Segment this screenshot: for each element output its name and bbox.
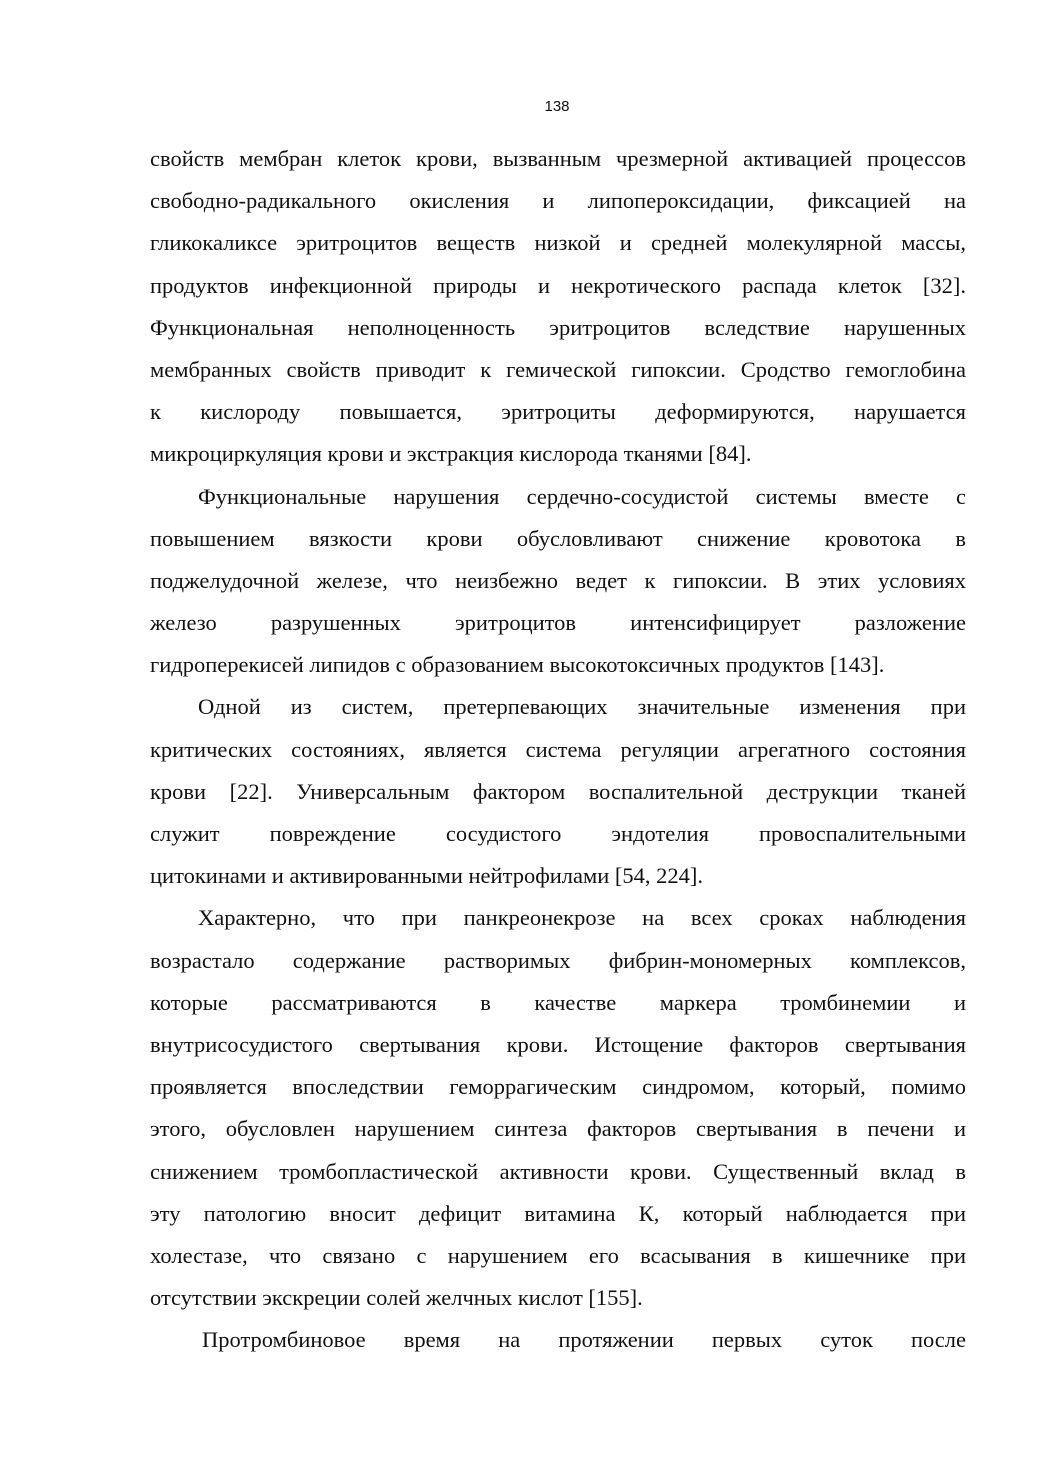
paragraph-start-line: Функциональные нарушения сердечно-сосудистой системы вместе с bbox=[198, 483, 966, 509]
text-line: возрастало содержание растворимых фибрин-мономерных комплексов, bbox=[150, 947, 966, 973]
text-line: проявляется впоследствии геморрагическим синдромом, который, помимо bbox=[150, 1074, 966, 1100]
text-line: мембранных свойств приводит к гемической гипоксии. Сродство гемоглобина bbox=[150, 356, 966, 382]
page-number: 138 bbox=[544, 98, 570, 115]
paragraph-start-line: Одной из систем, претерпевающих значительные изменения при bbox=[198, 694, 966, 720]
text-line: которые рассматриваются в качестве маркера тромбинемии и bbox=[150, 989, 966, 1015]
paragraph-start-line: Протромбиновое время на протяжении первых суток после bbox=[202, 1327, 966, 1353]
text-line: служит повреждение сосудистого эндотелия провоспалительными bbox=[150, 821, 966, 846]
text-line: железо разрушенных эритроцитов интенсифицирует разложение bbox=[150, 610, 966, 636]
text-line: к кислороду повышается, эритроциты деформируются, нарушается bbox=[150, 399, 966, 425]
text-line: продуктов инфекционной природы и некротического распада клеток [32]. bbox=[150, 272, 966, 298]
text-line: этого, обусловлен нарушением синтеза факторов свертывания в печени и bbox=[150, 1116, 966, 1142]
paragraph-end-line: гидроперекисей липидов с образованием высокотоксичных продуктов [143]. bbox=[150, 652, 885, 678]
text-line: свободно-радикального окисления и липопероксидации, фиксацией на bbox=[150, 188, 966, 214]
text-line: снижением тромбопластической активности крови. Существенный вклад в bbox=[150, 1158, 966, 1184]
text-line: критических состояниях, является система регуляции агрегатного состояния bbox=[150, 736, 966, 762]
paragraph-end-line: цитокинами и активированными нейтрофилами [54, 224]. bbox=[150, 863, 704, 889]
text-line: внутрисосудистого свертывания крови. Истощение факторов свертывания bbox=[150, 1031, 966, 1057]
paragraph-end-line: микроциркуляция крови и экстракция кислорода тканями [84]. bbox=[150, 441, 752, 467]
paragraph-end-line: отсутствии экскреции солей желчных кислот [155]. bbox=[150, 1285, 643, 1311]
text-line: гликокаликсе эритроцитов веществ низкой и средней молекулярной массы, bbox=[150, 230, 966, 256]
text-line: Функциональная неполноценность эритроцитов вследствие нарушенных bbox=[150, 314, 966, 340]
text-line: эту патологию вносит дефицит витамина К, который наблюдается при bbox=[150, 1200, 966, 1226]
text-line: холестазе, что связано с нарушением его всасывания в кишечнике при bbox=[150, 1242, 966, 1268]
text-line: свойств мембран клеток крови, вызванным чрезмерной активацией процессов bbox=[150, 146, 966, 171]
text-line: крови [22]. Универсальным фактором воспалительной деструкции тканей bbox=[150, 778, 966, 804]
body-text bbox=[150, 138, 966, 1361]
paragraph-start-line: Характерно, что при панкреонекрозе на всех сроках наблюдения bbox=[198, 905, 966, 931]
text-line: поджелудочной железе, что неизбежно ведет к гипоксии. В этих условиях bbox=[150, 567, 966, 593]
text-line: повышением вязкости крови обусловливают снижение кровотока в bbox=[150, 525, 966, 551]
